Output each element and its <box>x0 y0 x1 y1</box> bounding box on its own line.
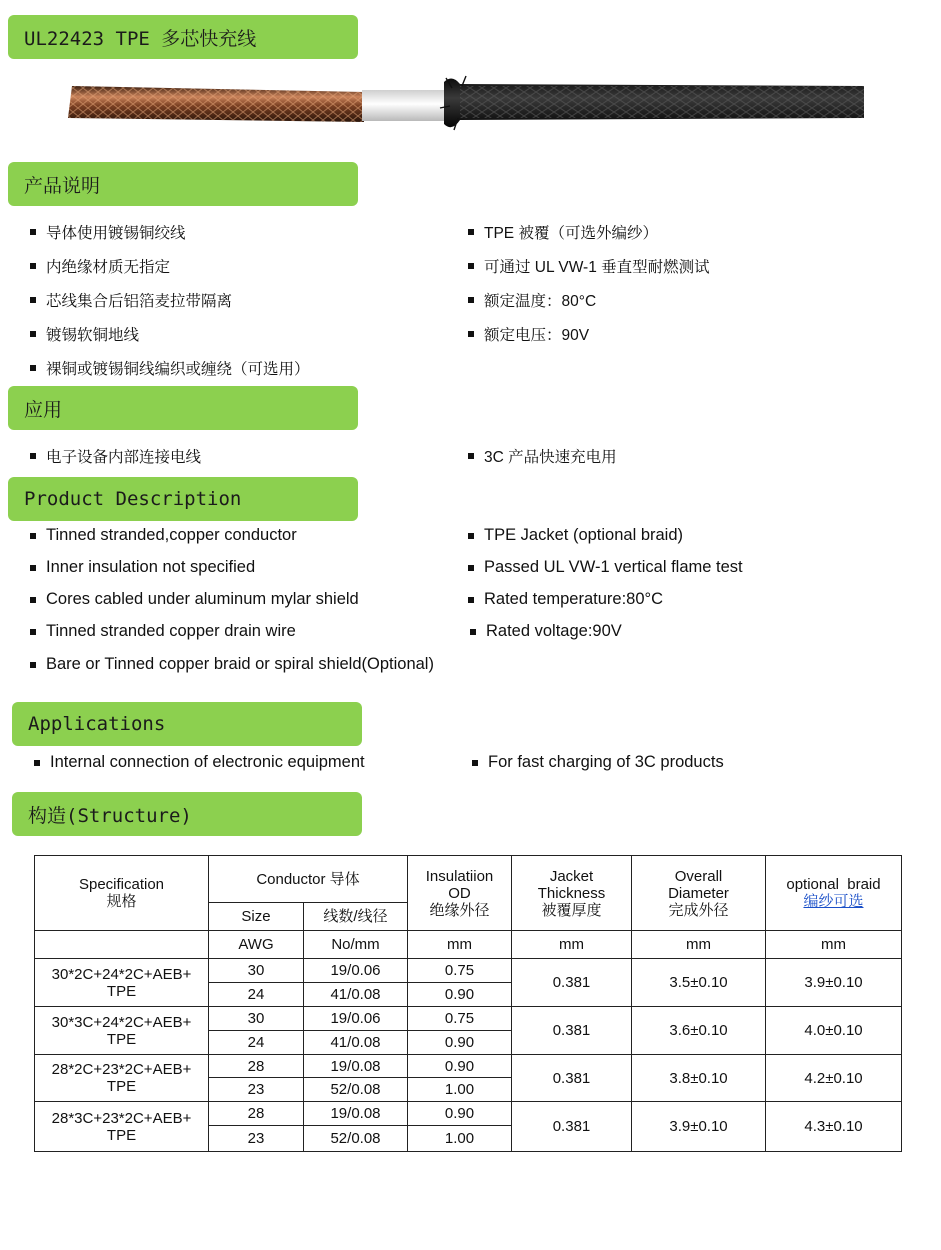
spec-cell: 28*2C+23*2C+AEB+ TPE <box>35 1055 209 1102</box>
list-item: Passed UL VW-1 vertical flame test <box>468 558 743 577</box>
list-item: Rated temperature:80°C <box>468 590 663 609</box>
strand-cell: 41/0.08 <box>304 983 408 1007</box>
list-item: Tinned stranded copper drain wire <box>30 622 296 641</box>
jacket-cell: 0.381 <box>512 1055 632 1102</box>
header-overall-diameter: Overall Diameter 完成外径 <box>632 856 766 931</box>
section-cn-application <box>8 386 358 430</box>
strand-cell: 52/0.08 <box>304 1078 408 1102</box>
unit-cell: mm <box>632 931 766 959</box>
table-row <box>35 1102 902 1126</box>
header-jacket: Jacket Thickness 被覆厚度 <box>512 856 632 931</box>
section-structure-label: 构造(Structure) <box>28 804 192 827</box>
spec-cell: 30*2C+24*2C+AEB+ TPE <box>35 959 209 1007</box>
strand-cell: 52/0.08 <box>304 1126 408 1152</box>
size-cell: 28 <box>209 1055 304 1078</box>
header-strands: 线数/线径 <box>304 903 408 931</box>
unit-cell: mm <box>766 931 902 959</box>
section-cn-description-label: 产品说明 <box>24 174 101 197</box>
list-item: 3C 产品快速充电用 <box>468 445 617 467</box>
structure-table <box>34 855 902 1152</box>
strand-cell: 19/0.08 <box>304 1102 408 1126</box>
jacket-cell: 0.381 <box>512 959 632 1007</box>
size-cell: 23 <box>209 1078 304 1102</box>
unit-cell: mm <box>512 931 632 959</box>
header-spec-blank <box>35 931 209 959</box>
section-cn-description <box>8 162 358 206</box>
section-en-description <box>8 477 358 521</box>
header-size: Size <box>209 903 304 931</box>
table-row <box>35 1055 902 1078</box>
size-cell: 28 <box>209 1102 304 1126</box>
cable-image <box>68 68 864 138</box>
section-structure <box>12 792 362 836</box>
size-cell: 24 <box>209 1031 304 1055</box>
size-cell: 24 <box>209 983 304 1007</box>
list-item: 额定温度：80°C <box>468 289 596 311</box>
jacket-cell: 0.381 <box>512 1102 632 1152</box>
list-item: 芯线集合后铝箔麦拉带隔离 <box>30 289 232 311</box>
list-item: Cores cabled under aluminum mylar shield <box>30 590 359 609</box>
strand-cell: 19/0.06 <box>304 959 408 983</box>
list-item: Tinned stranded,copper conductor <box>30 526 297 545</box>
list-item: 额定电压：90V <box>468 323 589 345</box>
section-en-description-label: Product Description <box>24 488 242 510</box>
od-cell: 3.5±0.10 <box>632 959 766 1007</box>
section-cn-application-label: 应用 <box>24 398 63 421</box>
strand-cell: 41/0.08 <box>304 1031 408 1055</box>
title-banner <box>8 15 358 59</box>
list-item: 可通过 UL VW-1 垂直型耐燃测试 <box>468 255 710 277</box>
insulation-cell: 1.00 <box>408 1126 512 1152</box>
jacket-cell: 0.381 <box>512 1007 632 1055</box>
table-row <box>35 959 902 983</box>
header-spec: Specification 规格 <box>35 856 209 931</box>
size-cell: 30 <box>209 1007 304 1031</box>
insulation-cell: 0.90 <box>408 1055 512 1078</box>
title-text: UL22423 TPE 多芯快充线 <box>24 27 257 50</box>
header-insulation: Insulatiion OD 绝缘外径 <box>408 856 512 931</box>
list-item: Internal connection of electronic equipment <box>34 753 365 772</box>
insulation-cell: 0.90 <box>408 1031 512 1055</box>
list-item: TPE Jacket (optional braid) <box>468 526 683 545</box>
braid-cell: 3.9±0.10 <box>766 959 902 1007</box>
table-row <box>35 1007 902 1031</box>
unit-cell: mm <box>408 931 512 959</box>
list-item: TPE 被覆（可选外编纱） <box>468 221 658 243</box>
braid-cell: 4.2±0.10 <box>766 1055 902 1102</box>
braid-cell: 4.3±0.10 <box>766 1102 902 1152</box>
unit-cell: No/mm <box>304 931 408 959</box>
header-braid: optional braid 编纱可选 <box>766 856 902 931</box>
od-cell: 3.6±0.10 <box>632 1007 766 1055</box>
insulation-cell: 0.75 <box>408 1007 512 1031</box>
od-cell: 3.8±0.10 <box>632 1055 766 1102</box>
list-item: 电子设备内部连接电线 <box>30 445 201 467</box>
unit-cell: AWG <box>209 931 304 959</box>
braid-cell: 4.0±0.10 <box>766 1007 902 1055</box>
list-item: Inner insulation not specified <box>30 558 255 577</box>
spec-cell: 30*3C+24*2C+AEB+ TPE <box>35 1007 209 1055</box>
list-item: Bare or Tinned copper braid or spiral shield(Optional) <box>30 655 434 674</box>
size-cell: 30 <box>209 959 304 983</box>
header-conductor: Conductor 导体 <box>209 856 408 903</box>
list-item: 导体使用镀锡铜绞线 <box>30 221 186 243</box>
strand-cell: 19/0.08 <box>304 1055 408 1078</box>
list-item: 镀锡软铜地线 <box>30 323 139 345</box>
od-cell: 3.9±0.10 <box>632 1102 766 1152</box>
spec-cell: 28*3C+23*2C+AEB+ TPE <box>35 1102 209 1152</box>
insulation-cell: 0.75 <box>408 959 512 983</box>
list-item: For fast charging of 3C products <box>472 753 724 772</box>
insulation-cell: 0.90 <box>408 983 512 1007</box>
list-item: 裸铜或镀锡铜线编织或缠绕（可选用） <box>30 357 310 379</box>
strand-cell: 19/0.06 <box>304 1007 408 1031</box>
section-en-application <box>12 702 362 746</box>
size-cell: 23 <box>209 1126 304 1152</box>
section-en-application-label: Applications <box>28 713 166 735</box>
insulation-cell: 0.90 <box>408 1102 512 1126</box>
list-item: Rated voltage:90V <box>470 622 622 641</box>
list-item: 内绝缘材质无指定 <box>30 255 170 277</box>
insulation-cell: 1.00 <box>408 1078 512 1102</box>
